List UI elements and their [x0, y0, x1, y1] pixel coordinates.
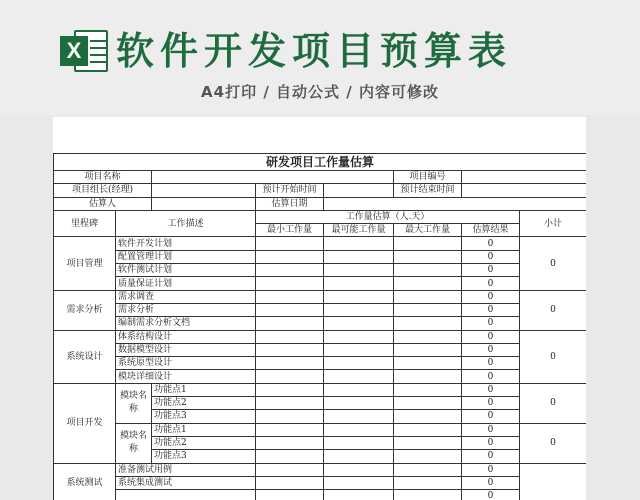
- table-row: [54, 476, 587, 489]
- result-cell: 0: [462, 290, 520, 303]
- result-cell: 0: [462, 277, 520, 290]
- table-row: [54, 330, 587, 343]
- col-workload: 工作量估算（人.天）: [256, 210, 520, 223]
- subtotal-cell: [520, 463, 587, 500]
- info-row: [54, 197, 587, 210]
- sheet-title: 研发项目工作量估算: [54, 154, 587, 171]
- result-cell: 0: [462, 490, 520, 500]
- result-cell: 0: [462, 237, 520, 250]
- task-cell[interactable]: 需求分析: [116, 303, 256, 316]
- task-cell[interactable]: 软件开发计划: [116, 237, 256, 250]
- col-min: 最小工作量: [256, 224, 324, 237]
- result-cell: 0: [462, 317, 520, 330]
- col-milestone: 里程碑: [54, 210, 116, 237]
- result-cell: 0: [462, 250, 520, 263]
- result-cell: 0: [462, 450, 520, 463]
- plan-end-input[interactable]: [462, 184, 587, 197]
- result-cell: 0: [462, 357, 520, 370]
- task-cell[interactable]: 系统集成测试: [116, 476, 256, 489]
- task-cell[interactable]: 软件测试计划: [116, 264, 256, 277]
- task-cell[interactable]: 质量保证计划: [116, 277, 256, 290]
- task-cell[interactable]: 体系结构设计: [116, 330, 256, 343]
- table-row: [54, 383, 587, 396]
- label-plan-end: 预计结束时间: [394, 184, 462, 197]
- result-cell: 0: [462, 410, 520, 423]
- table-row: [54, 290, 587, 303]
- sheet-title-row: [54, 154, 587, 171]
- table-row: [54, 303, 587, 316]
- subtotal-cell: 0: [520, 237, 587, 290]
- task-cell[interactable]: [116, 490, 256, 500]
- estimate-table: [53, 153, 586, 500]
- task-cell[interactable]: 需求调查: [116, 290, 256, 303]
- page-subtitle: A4打印 / 自动公式 / 内容可修改: [201, 83, 439, 101]
- subtotal-cell: 0: [520, 290, 587, 330]
- result-cell: 0: [462, 370, 520, 383]
- task-cell[interactable]: 编制需求分析文档: [116, 317, 256, 330]
- module-name-cell: 模块名称: [116, 383, 152, 423]
- project-name-input[interactable]: [152, 171, 394, 184]
- task-cell[interactable]: 配置管理计划: [116, 250, 256, 263]
- table-row: [54, 463, 587, 476]
- result-cell: 0: [462, 423, 520, 436]
- banner: [0, 0, 640, 115]
- info-row: [54, 171, 587, 184]
- subtotal-cell: 0: [520, 330, 587, 383]
- table-row: [54, 343, 587, 356]
- task-cell[interactable]: 系统原型设计: [116, 357, 256, 370]
- milestone-cell: 系统测试: [54, 463, 116, 500]
- milestone-cell: 项目开发: [54, 383, 116, 463]
- task-cell[interactable]: 功能点3: [152, 410, 256, 423]
- col-subtotal: 小计: [520, 210, 587, 237]
- col-max: 最大工作量: [394, 224, 462, 237]
- milestone-cell: 需求分析: [54, 290, 116, 330]
- result-cell: 0: [462, 343, 520, 356]
- label-leader: 项目组长(经理): [54, 184, 152, 197]
- result-cell: 0: [462, 463, 520, 476]
- label-estimator: 估算人: [54, 197, 152, 210]
- estimate-date-input[interactable]: [324, 197, 587, 210]
- task-cell[interactable]: 准备测试用例: [116, 463, 256, 476]
- result-cell: 0: [462, 476, 520, 489]
- table-row: [54, 250, 587, 263]
- table-row: [54, 357, 587, 370]
- subtotal-cell: 0: [520, 423, 587, 463]
- result-cell: 0: [462, 383, 520, 396]
- table-row: [54, 264, 587, 277]
- col-result: 估算结果: [462, 224, 520, 237]
- table-row: [54, 317, 587, 330]
- result-cell: 0: [462, 264, 520, 277]
- excel-logo-icon: X: [60, 26, 108, 74]
- label-plan-start: 预计开始时间: [256, 184, 324, 197]
- module-name-cell: 模块名称: [116, 423, 152, 463]
- milestone-cell: 系统设计: [54, 330, 116, 383]
- col-likely: 最可能工作量: [324, 224, 394, 237]
- plan-start-input[interactable]: [324, 184, 394, 197]
- estimator-input[interactable]: [152, 197, 256, 210]
- result-cell: 0: [462, 303, 520, 316]
- column-header-row: [54, 210, 587, 223]
- page-title: 软件开发项目预算表: [116, 29, 513, 73]
- task-cell[interactable]: 功能点3: [152, 450, 256, 463]
- subtotal-cell: 0: [520, 383, 587, 423]
- table-row: [54, 490, 587, 500]
- info-row: [54, 184, 587, 197]
- result-cell: 0: [462, 330, 520, 343]
- task-cell[interactable]: 功能点2: [152, 397, 256, 410]
- leader-input[interactable]: [152, 184, 256, 197]
- table-row: [54, 277, 587, 290]
- table-row: [54, 237, 587, 250]
- task-cell[interactable]: 功能点1: [152, 423, 256, 436]
- result-cell: 0: [462, 436, 520, 449]
- task-cell[interactable]: 功能点2: [152, 436, 256, 449]
- spreadsheet-page: [53, 117, 586, 500]
- table-row: [54, 370, 587, 383]
- label-project-no: 项目编号: [394, 171, 462, 184]
- col-task-desc: 工作描述: [116, 210, 256, 237]
- table-row: [54, 423, 587, 436]
- task-cell[interactable]: 模块详细设计: [116, 370, 256, 383]
- label-project-name: 项目名称: [54, 171, 152, 184]
- project-no-input[interactable]: [462, 171, 587, 184]
- milestone-cell: 项目管理: [54, 237, 116, 290]
- task-cell[interactable]: 功能点1: [152, 383, 256, 396]
- result-cell: 0: [462, 397, 520, 410]
- task-cell[interactable]: 数据模型设计: [116, 343, 256, 356]
- label-estimate-date: 估算日期: [256, 197, 324, 210]
